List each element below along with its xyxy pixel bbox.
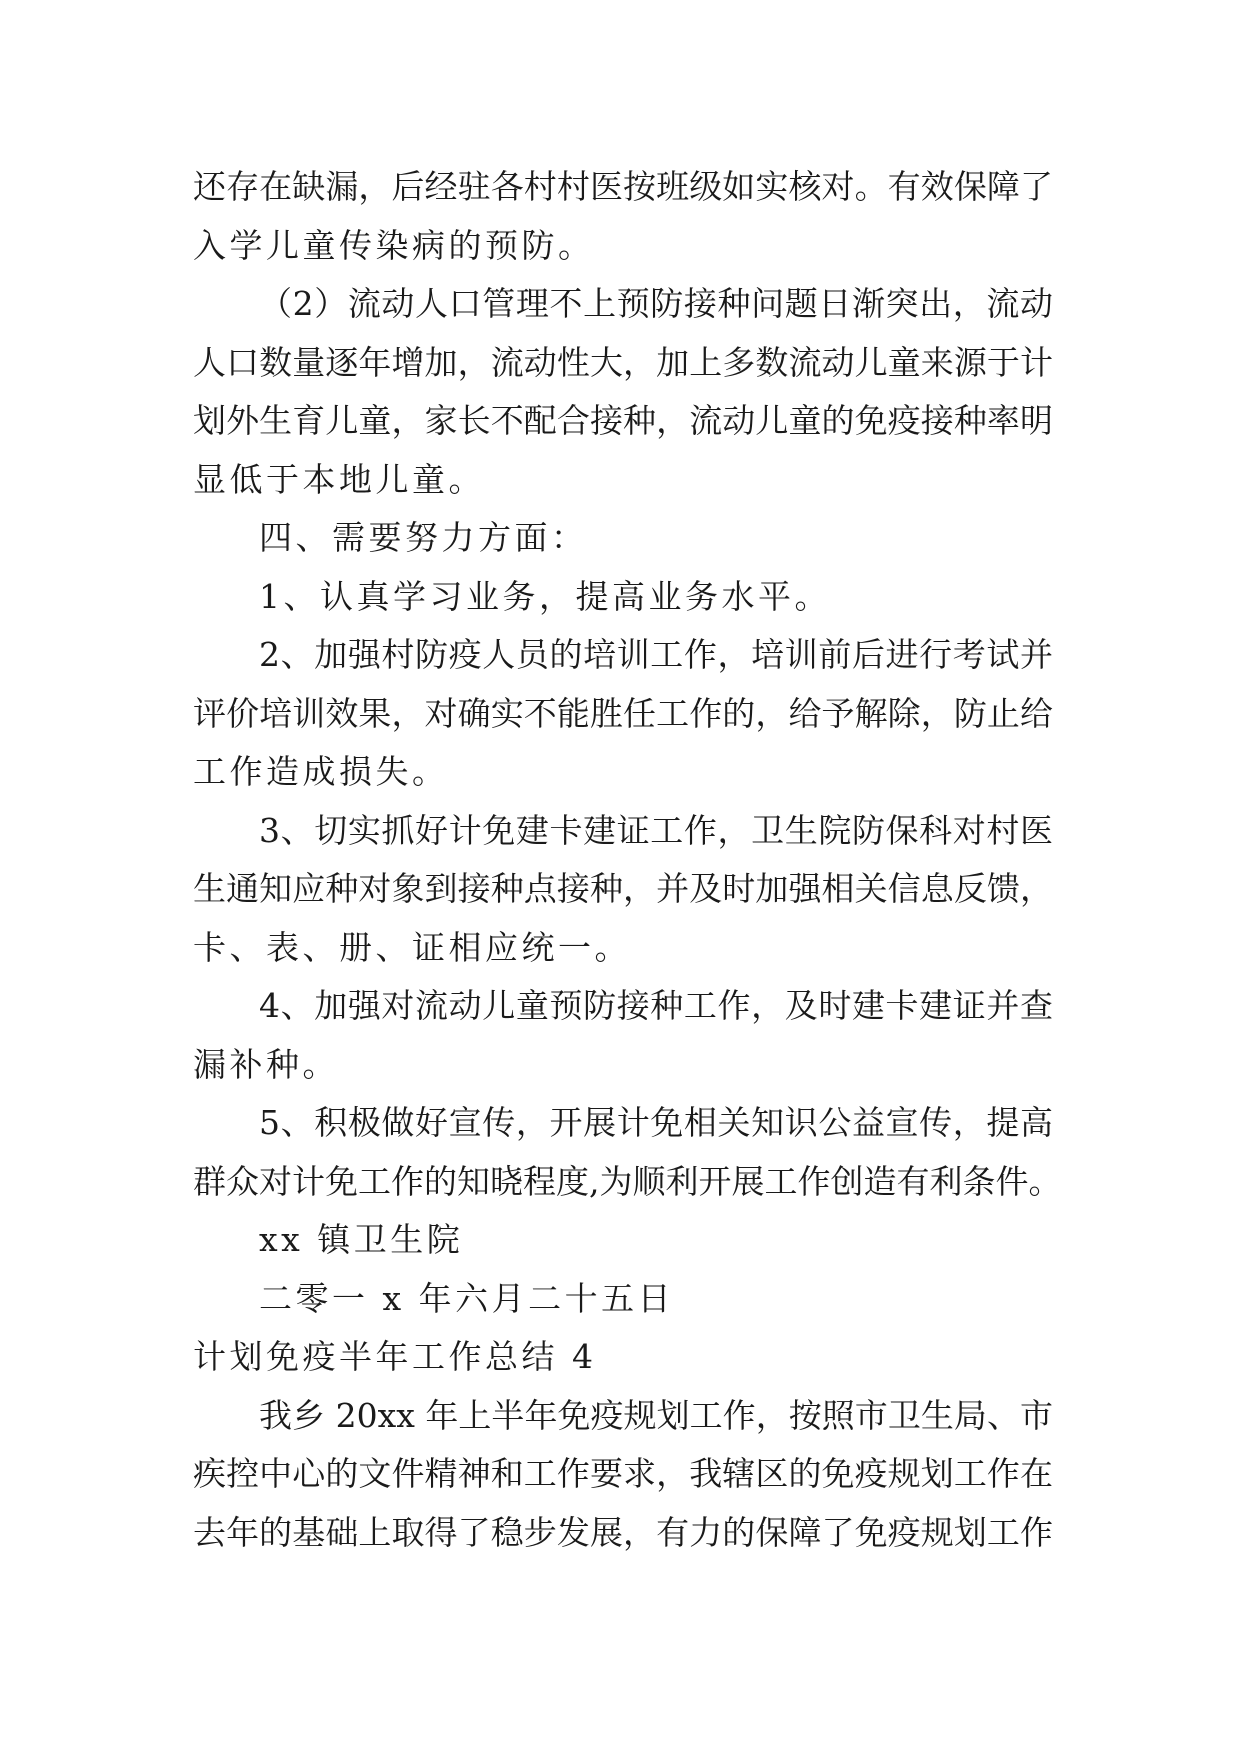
text-line: 我乡 20xx 年上半年免疫规划工作，按照市卫生局、市	[259, 1395, 1053, 1435]
document-body	[193, 158, 1062, 1562]
text-line: 2、加强村防疫人员的培训工作，培训前后进行考试并	[259, 635, 1053, 674]
text-line: 5、积极做好宣传，开展计免相关知识公益宣传，提高	[259, 1103, 1053, 1142]
text-line: 二零一 x 年六月二十五日	[259, 1278, 675, 1318]
text-line: （2）流动人口管理不上预防接种问题日渐突出，流动	[259, 284, 1053, 323]
text-line: 四、需要努力方面：	[259, 518, 588, 557]
text-line: 划外生育儿童，家长不配合接种，流动儿童的免疫接种率明	[193, 401, 1053, 440]
text-line: 1、认真学习业务，提高业务水平。	[259, 576, 831, 616]
text-line: 评价培训效果，对确实不能胜任工作的，给予解除，防止给	[193, 693, 1053, 733]
text-line: 4、加强对流动儿童预防接种工作，及时建卡建证并查	[259, 986, 1053, 1025]
text-line: 入学儿童传染病的预防。	[193, 225, 595, 265]
text-line: 还存在缺漏，后经驻各村村医按班级如实核对。有效保障了	[193, 167, 1053, 206]
text-line: 显低于本地儿童。	[193, 459, 485, 499]
text-line: 工作造成损失。	[193, 752, 449, 791]
text-line: 卡、表、册、证相应统一。	[193, 927, 631, 967]
text-line: 群众对计免工作的知晓程度,为顺利开展工作创造有利条件。	[193, 1161, 1062, 1201]
text-line: 生通知应种对象到接种点接种，并及时加强相关信息反馈，	[193, 869, 1053, 908]
text-line: 去年的基础上取得了稳步发展，有力的保障了免疫规划工作	[193, 1512, 1053, 1552]
text-line: 3、切实抓好计免建卡建证工作，卫生院防保科对村医	[259, 810, 1053, 850]
text-line: 漏补种。	[193, 1044, 339, 1084]
text-line: 疾控中心的文件精神和工作要求，我辖区的免疫规划工作在	[193, 1454, 1053, 1493]
text-line: xx 镇卫生院	[259, 1220, 464, 1259]
text-line: 计划免疫半年工作总结 4	[193, 1337, 597, 1376]
text-line: 人口数量逐年增加，流动性大，加上多数流动儿童来源于计	[193, 342, 1053, 382]
